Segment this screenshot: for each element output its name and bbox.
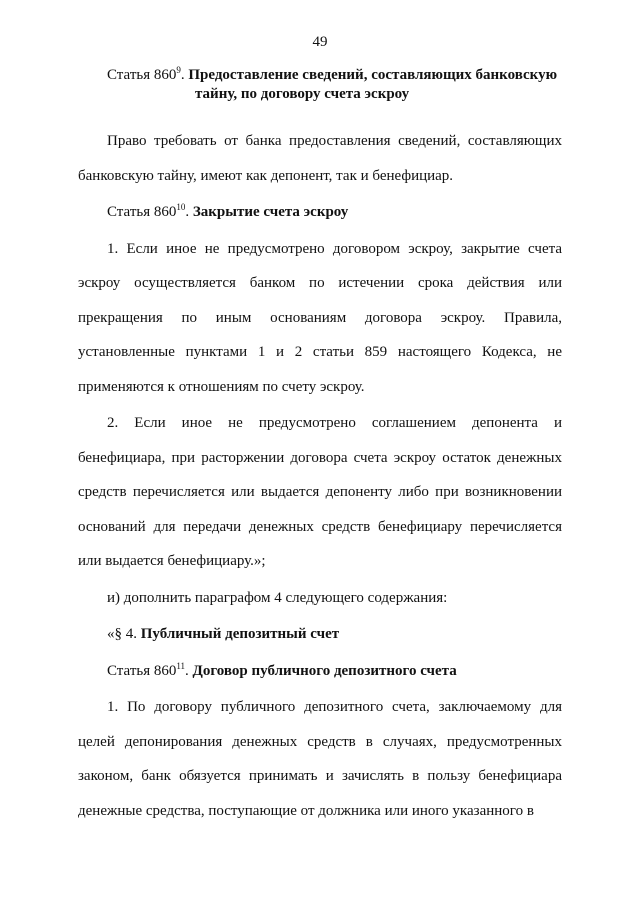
- article-prefix: Статья 860: [107, 204, 177, 220]
- article-860-10-paragraph-1: 1. Если иное не предусмотрено договором эскроу, закрытие счета эскроу осуществляется банком по истечении срока действия или прекращения по иным основаниям договора эскроу. Правила, установленные пунктами 1 и 2 статьи 859 настоящего Кодекса, не применяются к отношениям по счету эскроу.: [78, 240, 562, 395]
- article-860-9-text: Право требовать от банка предоставления сведений, составляющих банковскую тайну, имеют как депонент, так и бенефициар.: [78, 133, 562, 184]
- article-separator: .: [180, 67, 189, 83]
- article-separator: .: [185, 662, 193, 679]
- amendment-item-i: и) дополнить параграфом 4 следующего содержания:: [107, 589, 448, 606]
- article-860-9-title-line2: тайну, по договору счета эскроу: [195, 86, 410, 102]
- article-prefix: Статья 860: [107, 67, 177, 83]
- document-body: [78, 66, 562, 828]
- section-4-heading: [78, 617, 562, 652]
- article-860-9-heading: [78, 66, 562, 104]
- article-860-10-paragraph-2: 2. Если иное не предусмотрено соглашением депонента и бенефициара, при расторжении договора счета эскроу остаток денежных средств перечисляется или выдается депоненту либо при возникновении оснований для передачи денежных средств бенефициару перечисляется или выдается бенефициару.»;: [78, 415, 562, 569]
- article-860-10-title: Закрытие счета эскроу: [192, 204, 349, 220]
- article-860-11-title: Договор публичного депозитного счета: [192, 662, 457, 679]
- article-superscript: 9: [176, 65, 181, 75]
- article-860-9-number: [107, 67, 188, 83]
- article-superscript: 10: [176, 202, 186, 212]
- article-860-11-heading: [78, 654, 562, 689]
- section-prefix: «§ 4.: [107, 626, 141, 642]
- article-860-10-heading: [78, 195, 562, 230]
- article-prefix: Статья 860: [107, 662, 177, 679]
- article-860-11-paragraph-1: 1. По договору публичного депозитного счета, заключаемому для целей депонирования денежных средств в случаях, предусмотренных законом, банк обязуется принимать и зачислять в пользу бенефициара денежные средства, поступающие от должника или иного указанного в: [78, 699, 562, 819]
- section-4-title: Публичный депозитный счет: [140, 626, 340, 642]
- page-number: 49: [312, 34, 328, 50]
- article-superscript: 11: [176, 660, 186, 671]
- article-separator: .: [185, 204, 193, 220]
- article-860-9-title-line1: Предоставление сведений, составляющих банковскую: [188, 67, 558, 83]
